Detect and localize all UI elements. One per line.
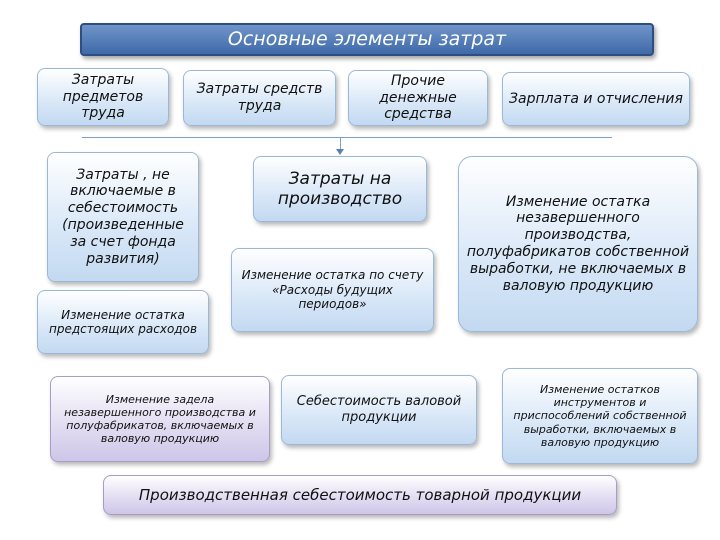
connector-line-top [82, 137, 612, 138]
box-deferred-expenses: Изменение остатка по счету «Расходы будущих периодов» [231, 248, 434, 332]
box-other-money: Прочие денежные средства [348, 70, 488, 126]
connector-arrow-down [336, 149, 344, 155]
box-upcoming-expenses: Изменение остатка предстоящих расходов [37, 290, 209, 354]
box-tools-change: Изменение остатков инструментов и приспособлений собственной выработки, включаемых в валовую продукцию [502, 368, 698, 464]
box-gross-production-cost: Себестоимость валовой продукции [281, 375, 477, 445]
box-production-costs: Затраты на производство [253, 156, 427, 222]
box-commodity-production-cost: Производственная себестоимость товарной продукции [103, 475, 617, 515]
box-wip-not-included: Изменение остатка незавершенного производства, полуфабрикатов собственной выработки, не включаемых в валовую продукцию [458, 156, 698, 332]
diagram-title: Основные элементы затрат [80, 23, 654, 56]
box-wip-included: Изменение задела незавершенного производства и полуфабрикатов, включаемых в валовую продукцию [50, 376, 270, 462]
box-materials-costs: Затраты предметов труда [37, 68, 169, 126]
box-costs-not-included: Затраты , не включаемые в себестоимость (произведенные за счет фонда развития) [47, 152, 199, 282]
box-salary: Зарплата и отчисления [502, 72, 690, 126]
box-means-of-labor-costs: Затраты средств труда [183, 70, 336, 126]
